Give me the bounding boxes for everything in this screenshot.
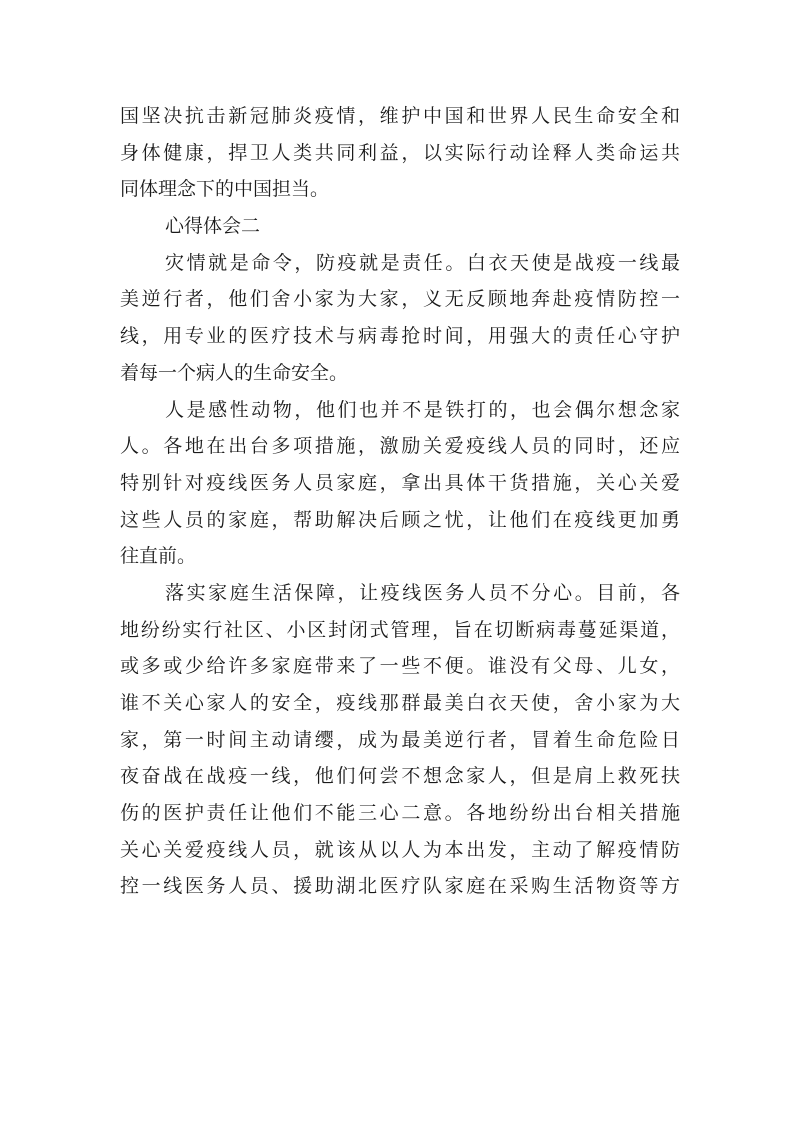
text-line: 落实家庭生活保障，让疫线医务人员不分心。目前，各 — [165, 581, 680, 604]
section-heading: 心得体会二 — [165, 215, 261, 238]
document-body — [120, 98, 680, 905]
text-line: 控一线医务人员、援助湖北医疗队家庭在采购生活物资等方 — [120, 875, 680, 898]
text-line: 身体健康，捍卫人类共同利益，以实际行动诠释人类命运共 — [120, 141, 680, 164]
text-line: 特别针对疫线医务人员家庭，拿出具体干货措施，关心关爱 — [120, 471, 680, 494]
text-line: 关心关爱疫线人员，就该从以人为本出发，主动了解疫情防 — [120, 838, 680, 861]
text-line: 着每一个病人的生命安全。 — [120, 361, 349, 384]
text-line: 或多或少给许多家庭带来了一些不便。谁没有父母、儿女， — [120, 655, 680, 678]
text-line: 谁不关心家人的安全，疫线那群最美白衣天使，舍小家为大 — [120, 692, 680, 714]
text-line: 国坚决抗击新冠肺炎疫情，维护中国和世界人民生命安全和 — [120, 105, 680, 127]
text-line: 灾情就是命令，防疫就是责任。白衣天使是战疫一线最 — [165, 251, 680, 274]
text-line: 伤的医护责任让他们不能三心二意。各地纷纷出台相关措施 — [120, 802, 680, 825]
text-line: 人是感性动物，他们也并不是铁打的，也会偶尔想念家 — [165, 398, 680, 421]
text-line: 线，用专业的医疗技术与病毒抢时间，用强大的责任心守护 — [120, 325, 680, 348]
text-line: 同体理念下的中国担当。 — [120, 178, 330, 201]
text-line: 这些人员的家庭，帮助解决后顾之忧，让他们在疫线更加勇 — [120, 508, 680, 531]
text-line: 家，第一时间主动请缨，成为最美逆行者，冒着生命危险日 — [120, 728, 680, 751]
text-line: 人。各地在出台多项措施，激励关爱疫线人员的同时，还应 — [120, 435, 680, 458]
text-line: 夜奋战在战疫一线，他们何尝不想念家人，但是肩上救死扶 — [120, 765, 680, 788]
text-line: 地纷纷实行社区、小区封闭式管理，旨在切断病毒蔓延渠道， — [120, 618, 680, 641]
text-line: 美逆行者，他们舍小家为大家，义无反顾地奔赴疫情防控一 — [120, 288, 680, 311]
text-line: 往直前。 — [120, 545, 197, 568]
